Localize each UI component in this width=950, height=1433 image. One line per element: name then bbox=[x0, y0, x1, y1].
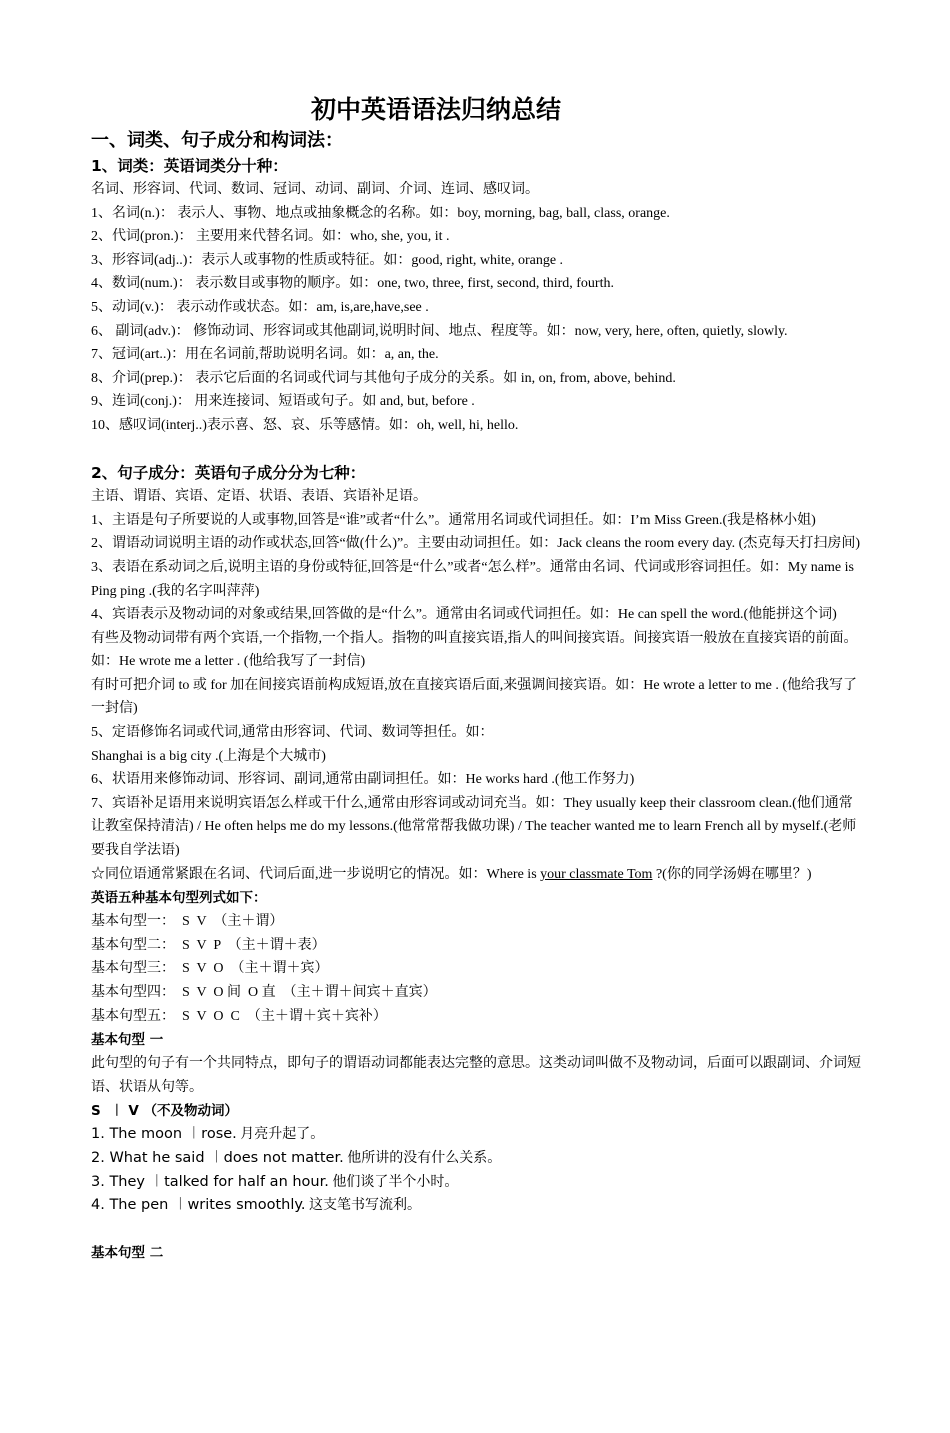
page-title: 初中英语语法归纳总结 bbox=[310, 95, 561, 124]
pattern-item: 基本句型三： S V O （主＋谓＋宾） bbox=[91, 961, 329, 977]
example-sentence bbox=[91, 1147, 863, 1171]
example-en: 3. They ︱talked for half an hour. bbox=[91, 1173, 329, 1190]
example-zh: 他所讲的没有什么关系。 bbox=[343, 1150, 502, 1166]
paragraph: 有时可把介词 to 或 for 加在间接宾语前构成短语,放在直接宾语后面,来强调间接宾语。如：He wrote a letter to me . (他给我写了一封信) bbox=[91, 677, 858, 717]
example-en: 4. The pen ︱writes smoothly. bbox=[91, 1197, 306, 1214]
underlined-text: Tom bbox=[626, 866, 653, 882]
list-item: 3、形容词(adj..)：表示人或事物的性质或特征。如：good, right, white, orange . bbox=[91, 252, 564, 268]
pattern-item: 基本句型二： S V P （主＋谓＋表） bbox=[91, 937, 326, 953]
paragraph-appositive bbox=[91, 863, 863, 887]
text-span: ☆同位语通常紧跟在名词、代词后面,进一步说明它的情况。如：Where is bbox=[91, 866, 541, 882]
paragraph: 名词、形容词、代词、数词、冠词、动词、副词、介词、连词、感叹词。 bbox=[91, 182, 539, 197]
paragraph: Shanghai is a big city .(上海是个大城市) bbox=[91, 748, 326, 764]
pattern-label: S ︱ V （不及物动词） bbox=[91, 1103, 238, 1120]
list-item: 9、连词(conj.)： 用来连接词、短语或句子。如 and, but, before . bbox=[91, 394, 475, 410]
example-en: 2. What he said ︱does not matter. bbox=[91, 1149, 344, 1166]
list-item: 2、代词(pron.)： 主要用来代替名词。如：who, she, you, it . bbox=[91, 229, 450, 245]
paragraph: 7、宾语补足语用来说明宾语怎么样或干什么,通常由形容词或动词充当。如：They usually keep their classroom clean.(他们通常让教室保持清洁) / He often helps me do my lessons.(他常常帮我做功课) / The teacher wanted me to learn French all by myself.(老师要我自学法语) bbox=[91, 795, 857, 859]
underlined-text: your classmate bbox=[540, 866, 627, 882]
section-heading: 一、词类、句子成分和构词法： bbox=[91, 130, 343, 151]
paragraph: 2、谓语动词说明主语的动作或状态,回答“做(什么)”。主要由动词担任。如：Jack cleans the room every day. (杰克每天打扫房间) bbox=[91, 536, 860, 552]
paragraph: 有些及物动词带有两个宾语,一个指物,一个指人。指物的叫直接宾语,指人的叫间接宾语。间接宾语一般放在直接宾语的前面。如：He wrote me a letter . (他给我写了一封信) bbox=[91, 630, 858, 670]
list-item: 10、感叹词(interj..)表示喜、怒、哀、乐等感情。如：oh, well, hi, hello. bbox=[91, 417, 519, 433]
example-zh: 他们谈了半个小时。 bbox=[328, 1174, 459, 1190]
paragraph: 4、宾语表示及物动词的对象或结果,回答做的是“什么”。通常由名词或代词担任。如：He can spell the word.(他能拼这个词) bbox=[91, 607, 837, 623]
list-item: 1、名词(n.)： 表示人、事物、地点或抽象概念的名称。如：boy, morning, bag, ball, class, orange. bbox=[91, 205, 670, 221]
example-zh: 月亮升起了。 bbox=[236, 1127, 325, 1143]
list-item: 5、动词(v.)： 表示动作或状态。如：am, is,are,have,see . bbox=[91, 299, 429, 315]
paragraph: 5、定语修饰名词或代词,通常由形容词、代词、数词等担任。如： bbox=[91, 725, 494, 741]
pattern-item: 基本句型五： S V O C （主＋谓＋宾＋宾补） bbox=[91, 1008, 387, 1024]
pattern-item: 基本句型一： S V （主＋谓） bbox=[91, 914, 284, 930]
list-item: 7、冠词(art..)：用在名词前,帮助说明名词。如：a, an, the. bbox=[91, 347, 439, 363]
paragraph: 主语、谓语、宾语、定语、状语、表语、宾语补足语。 bbox=[91, 489, 427, 505]
document-page bbox=[91, 92, 863, 1265]
example-zh: 这支笔书写流利。 bbox=[305, 1198, 422, 1214]
example-sentence bbox=[91, 1194, 863, 1218]
example-en: 1. The moon ︱rose. bbox=[91, 1126, 237, 1143]
paragraph: 1、主语是句子所要说的人或事物,回答是“谁”或者“什么”。通常用名词或代词担任。如：I’m Miss Green.(我是格林小姐) bbox=[91, 512, 816, 528]
paragraph: 3、表语在系动词之后,说明主语的身份或特征,回答是“什么”或者“怎么样”。通常由名词、代词或形容词担任。如：My name is Ping ping .(我的名字叫萍萍) bbox=[91, 559, 854, 599]
paragraph: 6、状语用来修饰动词、形容词、副词,通常由副词担任。如：He works hard .(他工作努力) bbox=[91, 772, 635, 788]
blank-line bbox=[91, 438, 863, 462]
pattern-heading-one: 基本句型 一 bbox=[91, 1032, 164, 1049]
example-sentence bbox=[91, 1171, 863, 1195]
list-item: 4、数词(num.)： 表示数目或事物的顺序。如：one, two, three, first, second, third, fourth. bbox=[91, 276, 614, 292]
blank-line bbox=[91, 1218, 863, 1242]
list-item: 6、 副词(adv.)： 修饰动词、形容词或其他副词,说明时间、地点、程度等。如：now, very, here, often, quietly, slowly. bbox=[91, 323, 788, 339]
example-sentence bbox=[91, 1123, 863, 1147]
paragraph: 此句型的句子有一个共同特点，即句子的谓语动词都能表达完整的意思。这类动词叫做不及物动词，后面可以跟副词、介词短语、状语从句等。 bbox=[91, 1056, 861, 1095]
subsection-heading-sentence-elements: 2、句子成分：英语句子成分分为七种： bbox=[91, 464, 366, 483]
pattern-heading-two: 基本句型 二 bbox=[91, 1245, 164, 1262]
list-item: 8、介词(prep.)： 表示它后面的名词或代词与其他句子成分的关系。如 in, on, from, above, behind. bbox=[91, 370, 676, 386]
text-span: ?(你的同学汤姆在哪里？) bbox=[652, 866, 812, 882]
pattern-item: 基本句型四： S V O 间 O 直 （主＋谓＋间宾＋直宾） bbox=[91, 985, 437, 1000]
patterns-heading: 英语五种基本句型列式如下： bbox=[91, 890, 267, 907]
subsection-heading-word-classes: 1、词类：英语词类分十种： bbox=[91, 157, 288, 175]
